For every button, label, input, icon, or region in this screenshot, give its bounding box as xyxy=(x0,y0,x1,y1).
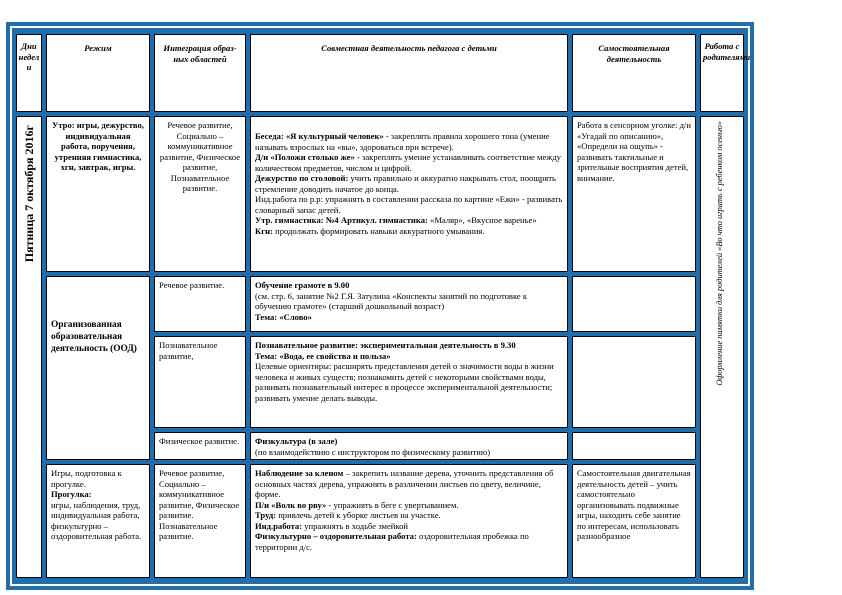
header-independent-activity: Самостоятельная деятельность xyxy=(572,34,696,112)
ood-row-2-joint: Познавательное развитие: экспериментальная деятельность в 9.30 Тема: «Вода, ее свойства и польза» Целевые ориентиры: расширять представления детей о значимости воды в жизни человека и живых существ; познакомить детей с некоторыми свойствами воды, развивать познавательный интерес в процессе экспериментальной деятельности; развивать умение делать выводы. xyxy=(250,336,568,428)
ood-row-3-joint: Физкультура (в зале) (по взаимодействию с инструктором по физическому развитию) xyxy=(250,432,568,460)
walk-independent: Самостоятельная двигательная деятельность детей – учить самостоятельно организовывать подвижные игры, находить себе занятие по интересам, использовать разнообразное xyxy=(572,464,696,578)
header-joint-activity: Совместная деятельность педагога с детьми xyxy=(250,34,568,112)
walk-integration: Речевое развитие, Социально – коммуникативное развитие, Физическое развитие. Познавательное развитие. xyxy=(154,464,246,578)
walk-joint: Наблюдение за кленом – закрепить название дерева, уточнить представления об основных частях дерева, упражнять в различении листьев по цвету, величине, форме. П/и «Волк во рву» - упражнять в беге с увертыванием. Труд: привлечь детей к уборке листьев на участке. Инд.работа: упражнять в ходьбе змейкой Физкультурно – оздоровительная работа: оздоровительная пробежка по территории д/с. xyxy=(250,464,568,578)
ood-row-2-independent xyxy=(572,336,696,428)
ood-row-2-integration: Познавательное развитие, xyxy=(154,336,246,428)
morning-integration: Речевое развитие, Социально – коммуникативное развитие, Физическое развитие, Познавательное развитие. xyxy=(154,116,246,272)
day-cell xyxy=(16,116,42,578)
header-mode: Режим xyxy=(46,34,150,112)
ood-mode: Организованная образовательная деятельность (ООД) xyxy=(46,276,150,460)
day-label: Пятница 7 октября 2016г xyxy=(22,125,36,263)
header-integration: Интеграция образ-ных областей xyxy=(154,34,246,112)
ood-row-3-integration: Физическое развитие. xyxy=(154,432,246,460)
morning-mode: Утро: игры, дежурство, индивидуальная работа, поручения, утренняя гимнастика, хгн, завтрак, игры. xyxy=(46,116,150,272)
header-day: Дни недели xyxy=(16,34,42,112)
parents-cell xyxy=(700,116,744,578)
ood-row-1-independent xyxy=(572,276,696,332)
walk-mode: Игры, подготовка к прогулке. Прогулка: игры, наблюдения, труд, индивидуальная работа, физкультурно – оздоровительная работа. xyxy=(46,464,150,578)
header-parents: Работа с родителями xyxy=(700,34,744,112)
ood-row-3-independent xyxy=(572,432,696,460)
ood-row-1-integration: Речевое развитие. xyxy=(154,276,246,332)
parents-text: Оформление памятки для родителей «Во что играть с ребенком осенью» xyxy=(715,121,724,386)
ood-row-1-joint: Обучение грамоте в 9.00 (см. стр. 6, занятие №2 Г.Я. Затулина «Конспекты занятий по подготовке к обучению грамоте» (старший дошкольный возраст) Тема: «Слово» xyxy=(250,276,568,332)
morning-joint: Беседа: «Я культурный человек» - закреплять правила хорошего тона (умение называть взрослых на «вы», здороваться при встрече). Д/и «Положи столько же» - закреплять умение устанавливать соответствие между количеством предметов, числом и цифрой. Дежурство по столовой: учить правильно и аккуратно накрывать стол, поощрять стремление доводить начатое до конца. Инд.работа по р.р: упражнять в составлении рассказа по картине «Ежи» - развивать словарный запас детей. Утр. гимнастика: №4 Артикул. гимнастика: «Маляр», «Вкусное варенье» Кгн: продолжать формировать навыки аккуратного умывания. xyxy=(250,116,568,272)
morning-independent: Работа в сенсорном уголке: д/и «Угадай по описанию», «Определи на ощупь» - развивать тактильные и зрительные восприятия детей, внимание. xyxy=(572,116,696,272)
